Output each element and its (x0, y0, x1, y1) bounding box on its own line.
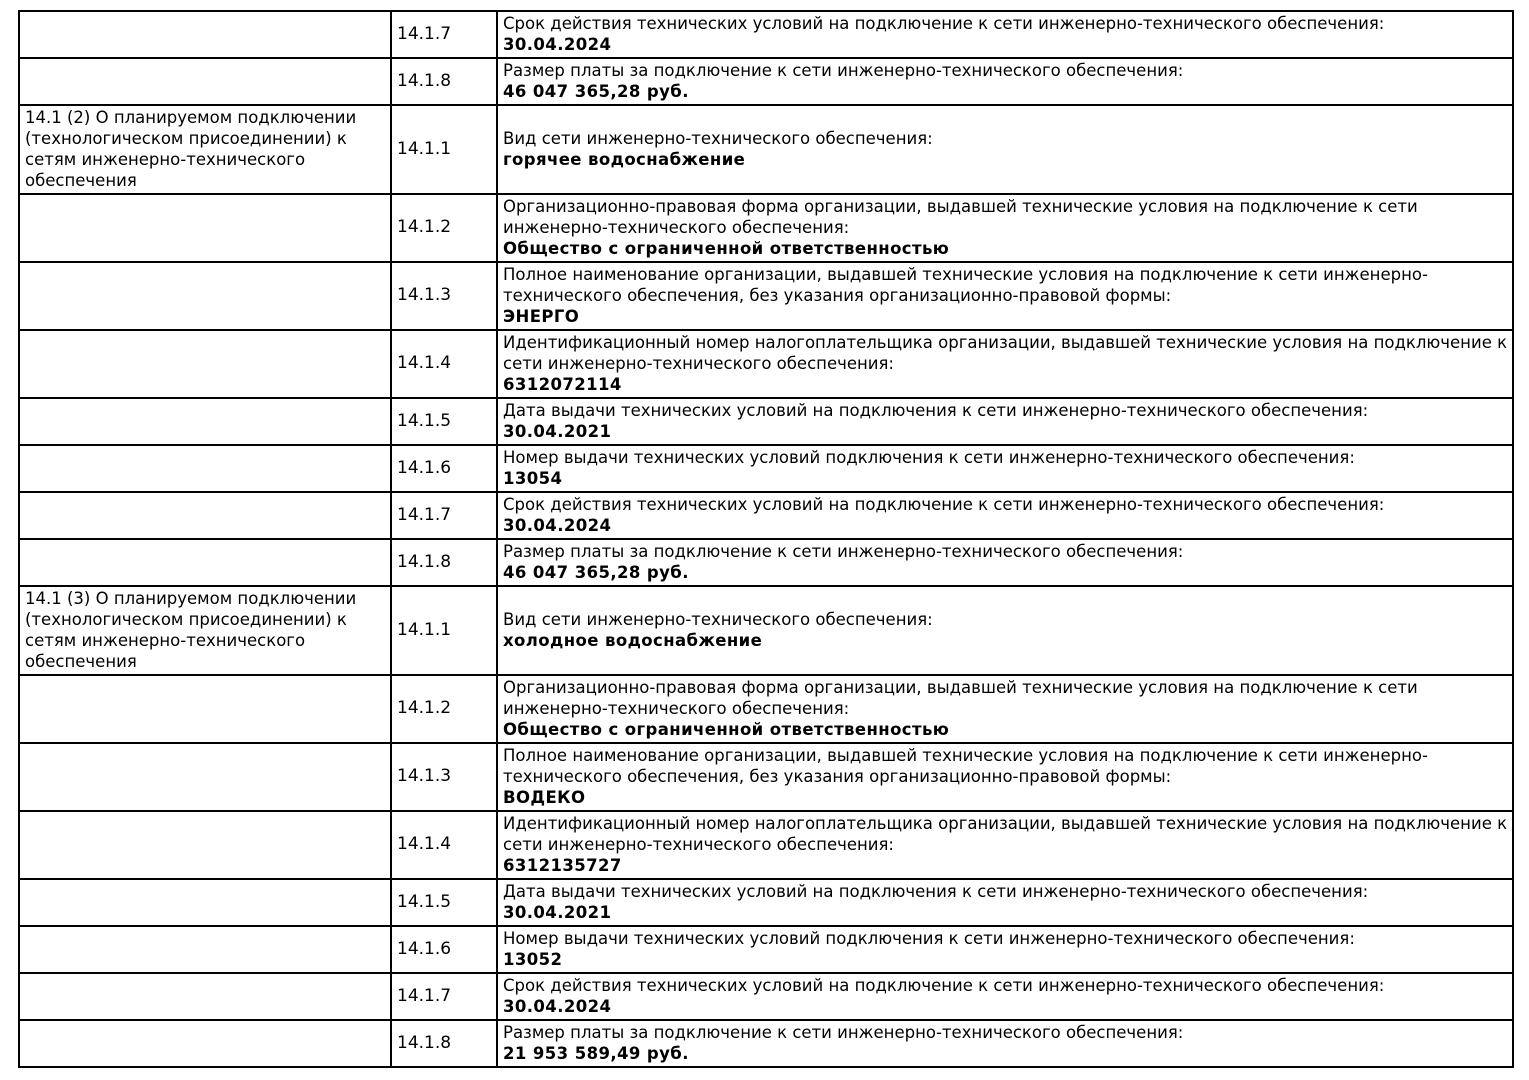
section-empty-cell (19, 973, 391, 1020)
section-empty-cell (19, 811, 391, 879)
table-row (19, 1020, 1513, 1067)
field-value: 30.04.2024 (503, 35, 612, 54)
field-cell (497, 675, 1513, 743)
field-value: горячее водоснабжение (503, 150, 746, 169)
field-label: Размер платы за подключение к сети инженерно-технического обеспечения: (503, 1023, 1184, 1042)
section-empty-cell (19, 262, 391, 330)
field-value: 30.04.2021 (503, 422, 612, 441)
table-row (19, 973, 1513, 1020)
field-label: Вид сети инженерно-технического обеспечения: (503, 610, 933, 629)
field-value: 6312072114 (503, 375, 622, 394)
field-label: Организационно-правовая форма организации, выдавшей технические условия на подключение к сети инженерно-технического обеспечения: (503, 197, 1418, 237)
section-empty-cell (19, 11, 391, 58)
field-cell (497, 879, 1513, 926)
item-code-cell: 14.1.8 (391, 1020, 497, 1067)
item-code-cell: 14.1.3 (391, 743, 497, 811)
field-value: 30.04.2021 (503, 903, 612, 922)
section-title-cell: 14.1 (2) О планируемом подключении (технологическом присоединении) к сетям инженерно-технического обеспечения (19, 105, 391, 194)
table-row (19, 445, 1513, 492)
field-cell (497, 973, 1513, 1020)
field-label: Срок действия технических условий на подключение к сети инженерно-технического обеспечения: (503, 495, 1385, 514)
field-label: Срок действия технических условий на подключение к сети инженерно-технического обеспечения: (503, 14, 1385, 33)
field-label: Полное наименование организации, выдавшей технические условия на подключение к сети инженерно-технического обеспечения, без указания организационно-правовой формы: (503, 746, 1428, 786)
field-label: Вид сети инженерно-технического обеспечения: (503, 129, 933, 148)
section-empty-cell (19, 194, 391, 262)
item-code-cell: 14.1.4 (391, 811, 497, 879)
section-empty-cell (19, 879, 391, 926)
item-code-cell: 14.1.3 (391, 262, 497, 330)
item-code-cell: 14.1.7 (391, 492, 497, 539)
section-empty-cell (19, 58, 391, 105)
table-row (19, 105, 1513, 194)
field-cell (497, 492, 1513, 539)
table-row (19, 586, 1513, 675)
field-value: 30.04.2024 (503, 516, 612, 535)
table-row (19, 194, 1513, 262)
field-value: 13052 (503, 950, 563, 969)
field-cell (497, 926, 1513, 973)
field-label: Размер платы за подключение к сети инженерно-технического обеспечения: (503, 542, 1184, 561)
item-code-cell: 14.1.2 (391, 675, 497, 743)
field-value: ЭНЕРГО (503, 307, 580, 326)
field-value: Общество с ограниченной ответственностью (503, 720, 950, 739)
item-code-cell: 14.1.7 (391, 11, 497, 58)
field-cell (497, 58, 1513, 105)
section-empty-cell (19, 1020, 391, 1067)
field-label: Номер выдачи технических условий подключения к сети инженерно-технического обеспечения: (503, 448, 1355, 467)
field-cell (497, 1020, 1513, 1067)
section-empty-cell (19, 539, 391, 586)
table-row (19, 58, 1513, 105)
field-cell (497, 11, 1513, 58)
section-empty-cell (19, 445, 391, 492)
item-code-cell: 14.1.1 (391, 105, 497, 194)
field-value: 46 047 365,28 руб. (503, 82, 689, 101)
section-empty-cell (19, 330, 391, 398)
item-code-cell: 14.1.8 (391, 539, 497, 586)
field-cell (497, 330, 1513, 398)
field-cell (497, 194, 1513, 262)
field-label: Срок действия технических условий на подключение к сети инженерно-технического обеспечения: (503, 976, 1385, 995)
item-code-cell: 14.1.6 (391, 926, 497, 973)
table-row (19, 743, 1513, 811)
table-row (19, 330, 1513, 398)
table-row (19, 492, 1513, 539)
field-cell (497, 398, 1513, 445)
section-empty-cell (19, 926, 391, 973)
field-cell (497, 743, 1513, 811)
field-value: Общество с ограниченной ответственностью (503, 239, 950, 258)
field-cell (497, 105, 1513, 194)
declaration-table (18, 10, 1514, 1068)
field-label: Идентификационный номер налогоплательщика организации, выдавшей технические условия на подключение к сети инженерно-технического обеспечения: (503, 333, 1508, 373)
field-value: 21 953 589,49 руб. (503, 1044, 689, 1063)
item-code-cell: 14.1.7 (391, 973, 497, 1020)
table-row (19, 262, 1513, 330)
table-row (19, 539, 1513, 586)
table-row (19, 926, 1513, 973)
item-code-cell: 14.1.1 (391, 586, 497, 675)
table-row (19, 398, 1513, 445)
field-label: Дата выдачи технических условий на подключения к сети инженерно-технического обеспечения: (503, 882, 1369, 901)
field-value: ВОДЕКО (503, 788, 586, 807)
field-label: Полное наименование организации, выдавшей технические условия на подключение к сети инженерно-технического обеспечения, без указания организационно-правовой формы: (503, 265, 1428, 305)
field-cell (497, 445, 1513, 492)
section-title-cell: 14.1 (3) О планируемом подключении (технологическом присоединении) к сетям инженерно-технического обеспечения (19, 586, 391, 675)
declaration-table-body (19, 11, 1513, 1067)
item-code-cell: 14.1.5 (391, 879, 497, 926)
table-row (19, 11, 1513, 58)
table-row (19, 811, 1513, 879)
field-label: Дата выдачи технических условий на подключения к сети инженерно-технического обеспечения: (503, 401, 1369, 420)
field-value: 30.04.2024 (503, 997, 612, 1016)
field-cell (497, 539, 1513, 586)
field-value: 13054 (503, 469, 563, 488)
field-cell (497, 586, 1513, 675)
field-value: 6312135727 (503, 856, 622, 875)
item-code-cell: 14.1.8 (391, 58, 497, 105)
field-label: Организационно-правовая форма организации, выдавшей технические условия на подключение к сети инженерно-технического обеспечения: (503, 678, 1418, 718)
item-code-cell: 14.1.6 (391, 445, 497, 492)
item-code-cell: 14.1.4 (391, 330, 497, 398)
field-label: Номер выдачи технических условий подключения к сети инженерно-технического обеспечения: (503, 929, 1355, 948)
field-cell (497, 811, 1513, 879)
item-code-cell: 14.1.2 (391, 194, 497, 262)
section-empty-cell (19, 743, 391, 811)
field-value: холодное водоснабжение (503, 631, 763, 650)
section-empty-cell (19, 398, 391, 445)
section-empty-cell (19, 675, 391, 743)
item-code-cell: 14.1.5 (391, 398, 497, 445)
field-cell (497, 262, 1513, 330)
table-row (19, 675, 1513, 743)
table-row (19, 879, 1513, 926)
field-label: Размер платы за подключение к сети инженерно-технического обеспечения: (503, 61, 1184, 80)
section-empty-cell (19, 492, 391, 539)
field-value: 46 047 365,28 руб. (503, 563, 689, 582)
field-label: Идентификационный номер налогоплательщика организации, выдавшей технические условия на подключение к сети инженерно-технического обеспечения: (503, 814, 1508, 854)
